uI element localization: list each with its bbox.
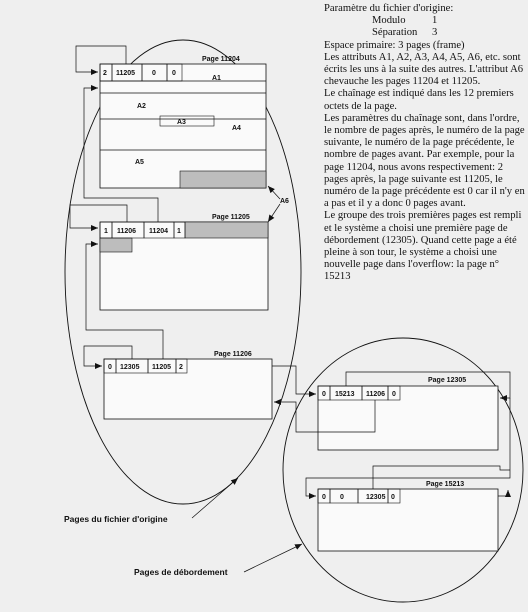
next-page-cell: 12305 bbox=[120, 364, 140, 371]
link-15213-to-12305-right bbox=[498, 490, 508, 496]
page-11205-title: Page 11205 bbox=[212, 214, 250, 221]
previous-page-cell: 11204 bbox=[149, 228, 169, 235]
param-separation-label: Séparation bbox=[372, 27, 418, 39]
param-separation bbox=[324, 27, 526, 39]
attribute-a1: A1 bbox=[212, 75, 221, 82]
param-modulo-value: 1 bbox=[432, 15, 438, 27]
pages-after-cell: 0 bbox=[108, 364, 112, 371]
previous-page-cell: 12305 bbox=[366, 494, 386, 501]
pages-before-cell: 0 bbox=[392, 391, 396, 398]
pages-before-cell: 0 bbox=[172, 70, 176, 77]
next-page-cell: 11206 bbox=[117, 228, 137, 235]
caption-original-pages: Pages du fichier d'origine bbox=[64, 514, 168, 524]
description-panel bbox=[324, 3, 526, 284]
attribute-a3: A3 bbox=[177, 119, 186, 126]
attribute-a5: A5 bbox=[135, 159, 144, 166]
page-11206 bbox=[104, 351, 272, 419]
pages-before-cell: 2 bbox=[179, 364, 183, 371]
a6-arrow-up bbox=[268, 186, 280, 199]
pages-after-cell: 0 bbox=[322, 494, 326, 501]
attribute-a4: A4 bbox=[232, 125, 241, 132]
pages-before-cell: 1 bbox=[177, 228, 181, 235]
a6-arrow-down bbox=[268, 204, 280, 222]
description-paragraph: Le groupe des trois premières pages est rempli et le système a choisi une première page de débordement (12305). Quand cette page a été pleine à son tour, le système a choisi une nouvelle page dans l'overflow: la page n° 15213 bbox=[324, 210, 522, 283]
page-12305 bbox=[318, 377, 498, 450]
pages-after-cell: 2 bbox=[103, 70, 107, 77]
description-paragraph: Le chaînage est indiqué dans les 12 premiers octets de la page. bbox=[324, 88, 514, 112]
page-11206-title: Page 11206 bbox=[214, 351, 252, 358]
description-paragraph: Les paramètres du chaînage sont, dans l'ordre, le nombre de pages après, le numéro de la page suivante, le numéro de la page précédente, le nombre de pages avant. Par exemple, pour la page 11204, nous avons respectivement: 2 pages après, la page suivante est 11205, le numéro de la page précédente est 0 car il n'y en a pas et il y a donc 0 pages avant. bbox=[324, 112, 525, 210]
page-15213 bbox=[318, 481, 498, 551]
caption-overflow-pages: Pages de débordement bbox=[134, 567, 228, 577]
pages-after-cell: 1 bbox=[104, 228, 108, 235]
page-11205 bbox=[100, 214, 268, 310]
link-11206-to-12305-overflow bbox=[272, 366, 316, 394]
pages-before-cell: 0 bbox=[391, 494, 395, 501]
page-11204 bbox=[100, 56, 266, 188]
attribute-a6: A6 bbox=[280, 198, 289, 205]
param-separation-value: 3 bbox=[432, 27, 438, 39]
pages-after-cell: 0 bbox=[322, 391, 326, 398]
previous-page-cell: 11206 bbox=[366, 391, 386, 398]
previous-page-cell: 11205 bbox=[152, 364, 172, 371]
previous-page-cell: 0 bbox=[152, 70, 156, 77]
next-page-cell: 0 bbox=[340, 494, 344, 501]
param-modulo bbox=[324, 15, 526, 27]
caption-overflow-pointer bbox=[244, 544, 302, 572]
page-12305-title: Page 12305 bbox=[428, 377, 467, 384]
param-modulo-label: Modulo bbox=[372, 15, 406, 27]
params-title: Paramètre du fichier d'origine: bbox=[324, 3, 454, 14]
overflow-pages-ellipse bbox=[283, 338, 523, 602]
description-paragraph: Les attributs A1, A2, A3, A4, A5, A6, etc. sont écrits les uns à la suite des autres. L'attribut A6 chevauche les pages 11204 et 11205. bbox=[324, 51, 524, 88]
page-15213-title: Page 15213 bbox=[426, 481, 465, 488]
next-page-cell: 15213 bbox=[335, 391, 355, 398]
page-11204-title: Page 11204 bbox=[202, 56, 240, 63]
next-page-cell: 11205 bbox=[116, 70, 136, 77]
attribute-a2: A2 bbox=[137, 103, 146, 110]
caption-original-pointer bbox=[192, 478, 238, 518]
description-paragraph: Espace primaire: 3 pages (frame) bbox=[324, 39, 465, 51]
